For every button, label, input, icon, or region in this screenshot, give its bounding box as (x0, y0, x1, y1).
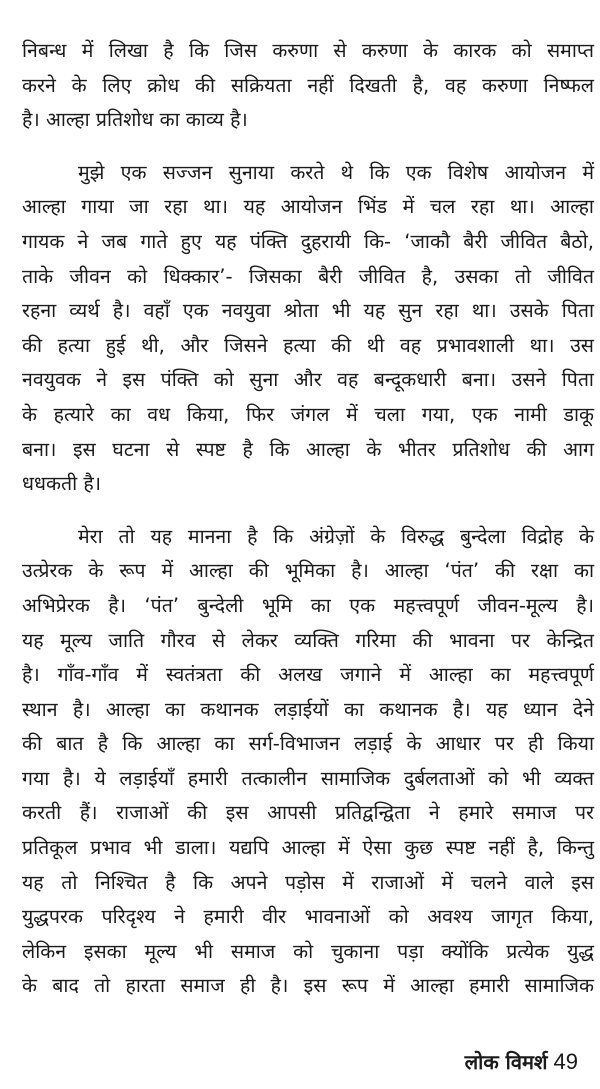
text-line: करती हैं। राजाओं की इस आपसी प्रतिद्वन्द्विता ने हमारे समाज पर (22, 801, 594, 825)
text-line: मुझे एक सज्जन सुनाया करते थे कि एक विशेष आयोजन में (78, 160, 594, 184)
text-line: अभिप्रेरक है। ‘पंत’ बुन्देली भूमि का एक महत्त्वपूर्ण जीवन-मूल्य है। (22, 593, 594, 617)
paragraph-1 (22, 34, 594, 138)
text-line: गायक ने जब गाते हुए यह पंक्ति दुहरायी कि- ‘जाकौ बैरी जीवित बैठो, (22, 229, 594, 253)
text-line: प्रतिकूल प्रभाव भी डाला। यद्यपि आल्हा में ऐसा कुछ स्पष्ट नहीं है, किन्तु (22, 836, 594, 860)
book-title: लोक विमर्श (464, 1050, 548, 1074)
paragraph-3 (22, 520, 594, 1004)
text-line: धधकती है। (22, 472, 102, 496)
text-line: मेरा तो यह मानना है कि अंग्रेज़ों के विरुद्ध बुन्देला विद्रोह के (78, 524, 594, 548)
text-line: निबन्ध में लिखा है कि जिस करुणा से करुणा के कारक को समाप्त (22, 39, 594, 62)
text-line: ताके जीवन को धिक्कार’- जिसका बैरी जीवित है, उसका तो जीवित (22, 264, 594, 288)
text-line: है। गाँव-गाँव में स्वतंत्रता की अलख जगाने में आल्हा का महत्त्वपूर्ण (22, 663, 594, 687)
page-number: 49 (553, 1049, 578, 1074)
text-line: आल्हा गाया जा रहा था। यह आयोजन भिंड में चल रहा था। आल्हा (22, 195, 594, 219)
text-line: करने के लिए क्रोध की सक्रियता नहीं दिखती है, वह करुणा निष्फल (22, 73, 594, 97)
paragraph-2 (22, 156, 594, 502)
text-line: है। आल्हा प्रतिशोध का काव्य है। (22, 108, 248, 132)
text-line: गया है। ये लड़ाईयाँ हमारी तत्कालीन सामाजिक दुर्बलताओं को भी व्यक्त (22, 766, 594, 790)
text-line: यह मूल्य जाति गौरव से लेकर व्यक्ति गरिमा की भावना पर केन्द्रित (22, 628, 594, 652)
text-line: की हत्या हुई थी, और जिसने हत्या की थी वह प्रभावशाली था। उस (22, 333, 594, 357)
text-line: नवयुवक ने इस पंक्ति को सुना और वह बन्दूकधारी बना। उसने पिता (22, 368, 594, 392)
text-line: स्थान है। आल्हा का कथानक लड़ाईयों का कथानक है। यह ध्यान देने (22, 697, 594, 721)
text-line: बना। इस घटना से स्पष्ट है कि आल्हा के भीतर प्रतिशोध की आग (22, 437, 594, 461)
text-line: रहना व्यर्थ है। वहाँ एक नवयुवा श्रोता भी यह सुन रहा था। उसके पिता (22, 299, 594, 323)
text-line: यह तो निश्चित है कि अपने पड़ोस में राजाओं में चलने वाले इस (22, 870, 594, 894)
text-line: की बात है कि आल्हा का सर्ग-विभाजन लड़ाई के आधार पर ही किया (22, 732, 594, 756)
text-line: के हत्यारे का वध किया, फिर जंगल में चला गया, एक नामी डाकू (22, 402, 594, 426)
text-line: लेकिन इसका मूल्य भी समाज को चुकाना पड़ा क्योंकि प्रत्येक युद्ध (22, 939, 594, 963)
text-line: युद्धपरक परिदृश्य ने हमारी वीर भावनाओं को अवश्य जागृत किया, (22, 905, 594, 929)
page-footer (465, 1049, 578, 1075)
text-line: उत्प्रेरक के रूप में आल्हा की भूमिका है। आल्हा ‘पंत’ की रक्षा का (22, 559, 594, 583)
text-line: के बाद तो हारता समाज ही है। इस रूप में आल्हा हमारी सामाजिक (22, 974, 594, 998)
